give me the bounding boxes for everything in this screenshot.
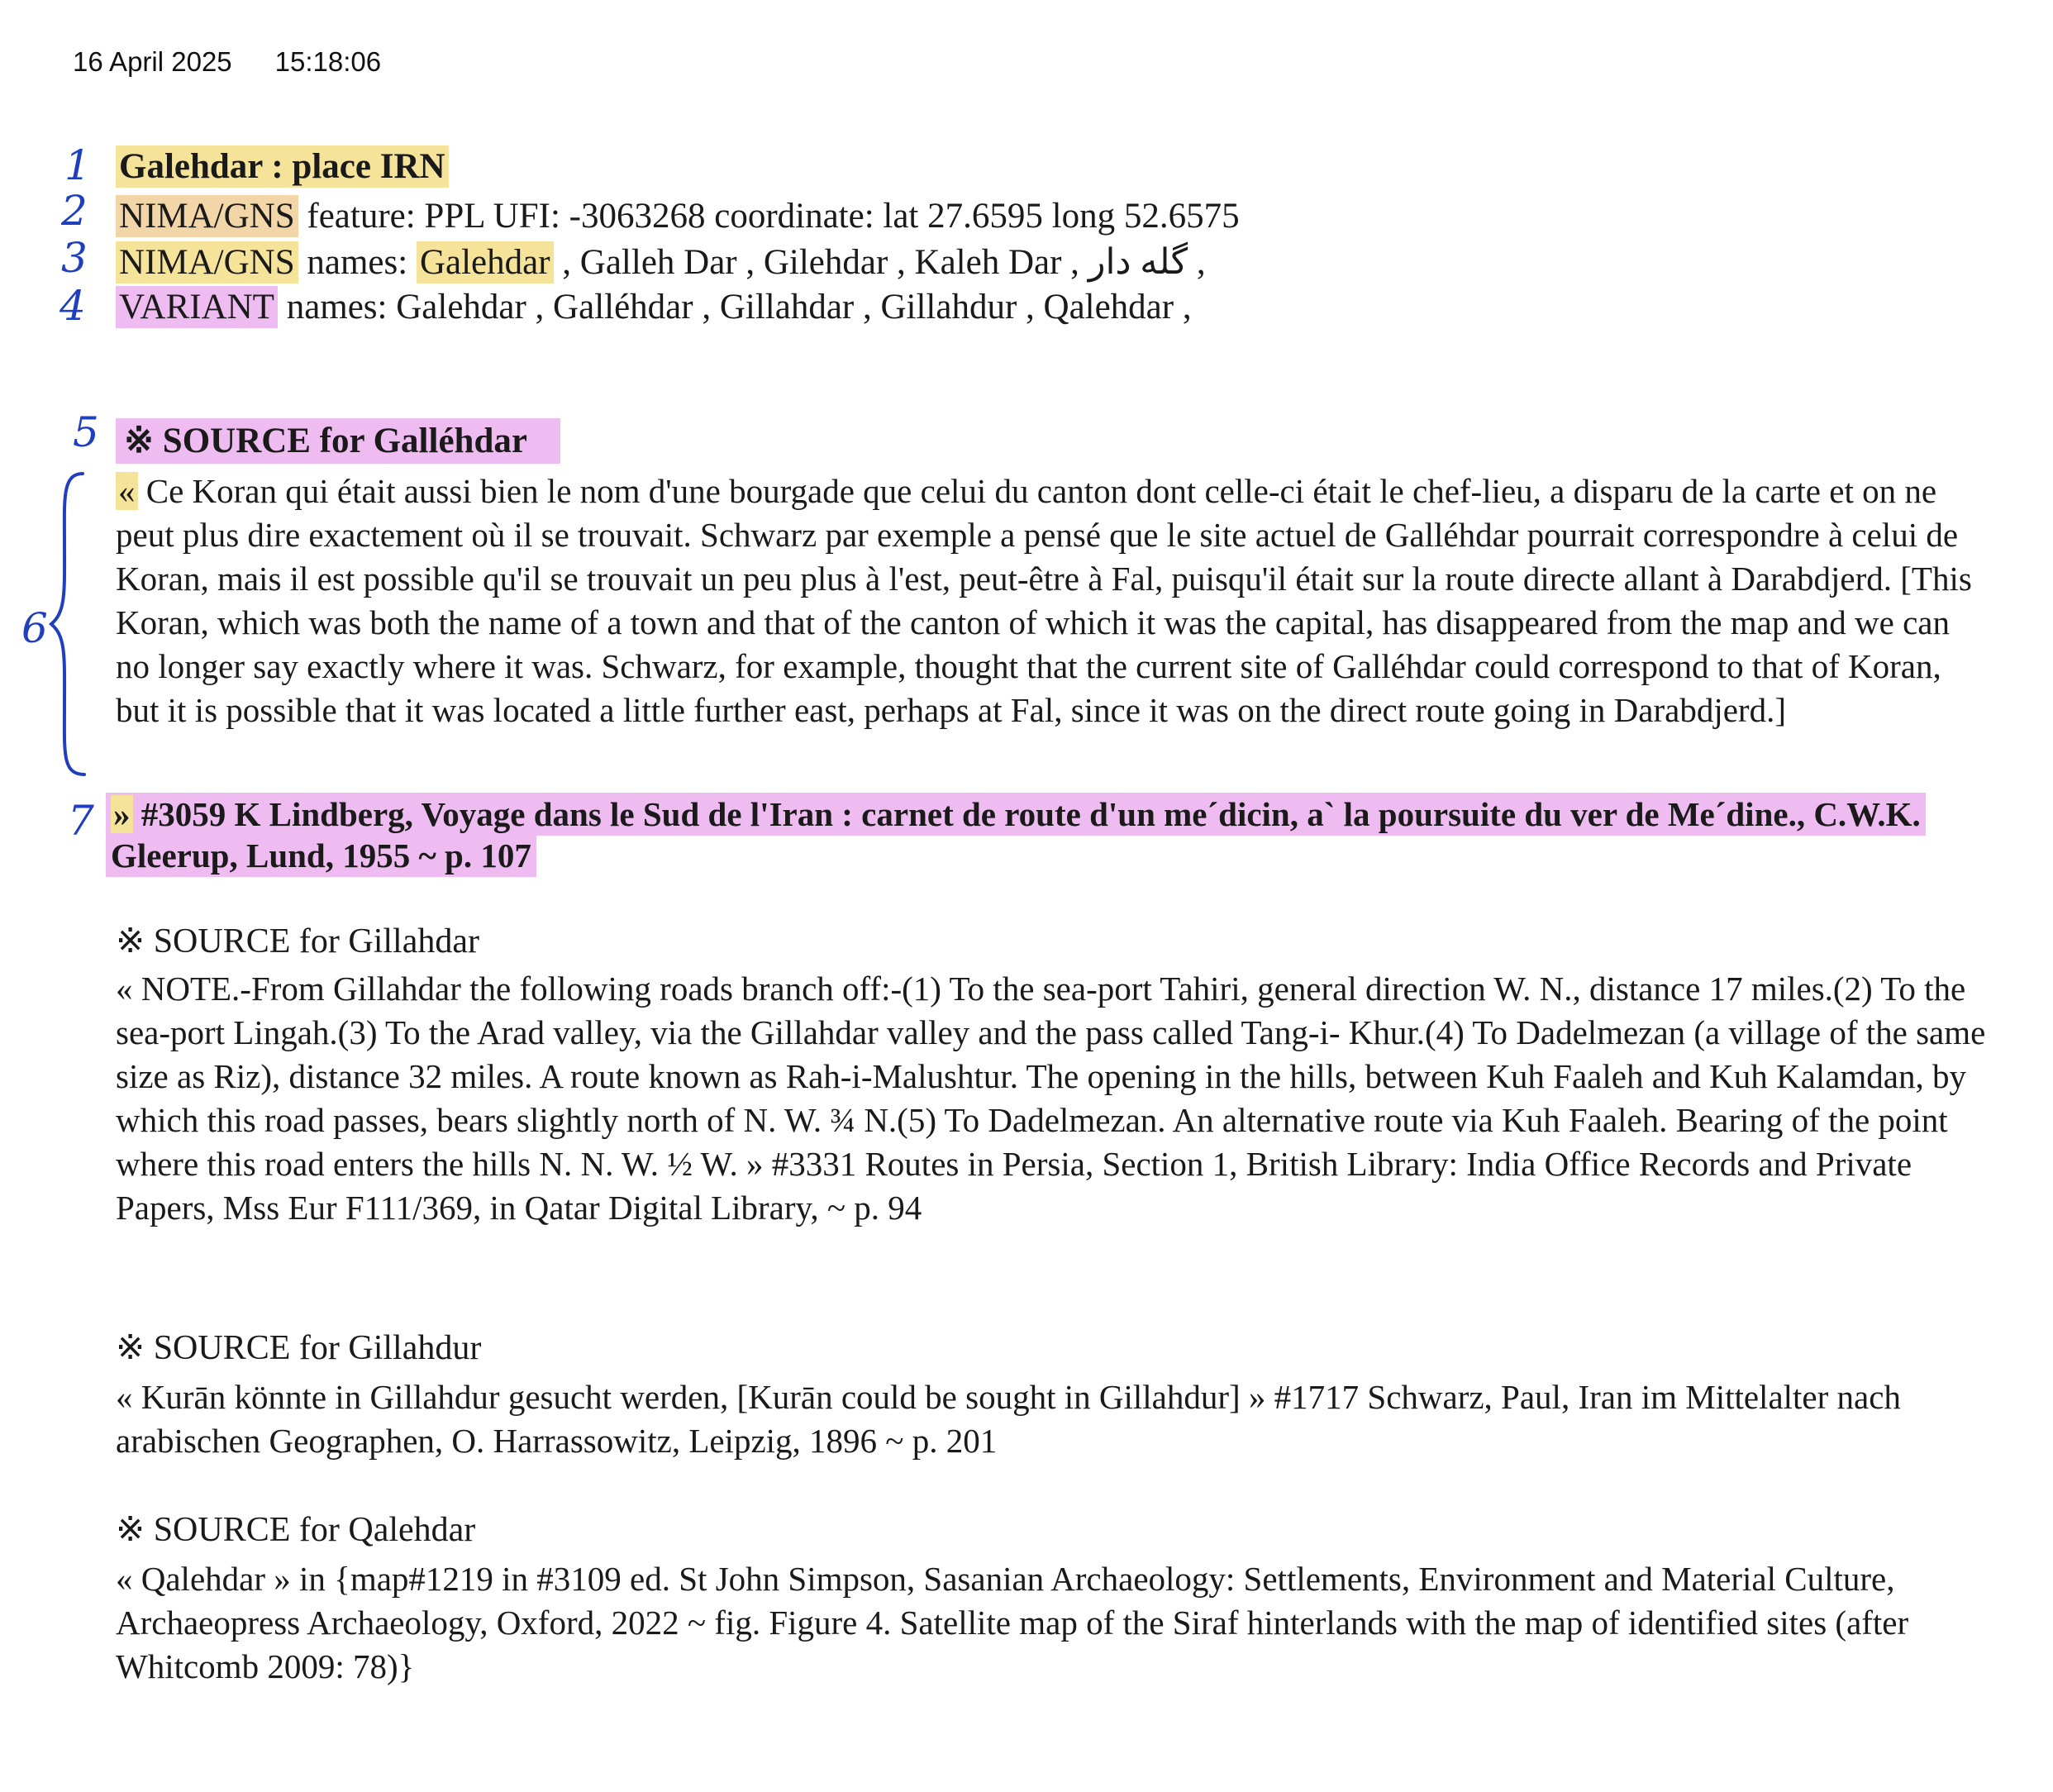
source-heading-gillahdur: ※ SOURCE for Gillahdur: [116, 1329, 482, 1367]
print-time: 15:18:06: [274, 46, 382, 77]
source-reference-galléhdar: [106, 794, 1949, 876]
margin-number-6: 6: [21, 604, 48, 652]
margin-number-3: 3: [61, 234, 88, 282]
close-quote-mark: »: [111, 795, 133, 833]
source-quote-galléhdar: [116, 469, 1992, 732]
names-rest: , Galleh Dar , Gilehdar , Kaleh Dar , گله دار ,: [553, 243, 1206, 282]
margin-number-2: 2: [61, 187, 88, 235]
feature-line: [116, 198, 1240, 234]
quote-text: Ce Koran qui était aussi bien le nom d'une bourgade que celui du canton dont celle-ci était le chef-lieu, a disparu de la carte et on ne peut plus dire exactement où il se trouvait. Schwarz par exemple a pensé que le site actuel de Galléhdar pourrait correspondre à celui de Koran, mais il est possible qu'il se trouvait un peu plus à l'est, peut-être à Fal, puisqu'il était sur la route directe allant à Darabdjerd. [This Koran, which was both the name of a town and that of the canton of which it was the capital, has disappeared from the map and we can no longer say exactly where it was. Schwarz, for example, thought that the current site of Galléhdar could correspond to that of Koran, but it is possible that it was located a little further east, perhaps at Fal, since it was on the direct route going in Darabdjerd.]: [116, 472, 1972, 729]
source-heading-galléhdar: ※ SOURCE for Galléhdar: [116, 423, 560, 459]
source-body-gillahdur: « Kurān könnte in Gillahdur gesucht werden, [Kurān could be sought in Gillahdur] » #1717 Schwarz, Paul, Iran im Mittelalter nach arabischen Geographen, O. Harrassowitz, Leipzig, 1896 ~ p. 201: [116, 1378, 1901, 1460]
margin-number-7: 7: [68, 797, 94, 845]
margin-number-5: 5: [73, 408, 99, 456]
print-timestamp: [73, 46, 381, 78]
names-label: names:: [298, 243, 417, 282]
print-date: 16 April 2025: [73, 46, 232, 77]
handwritten-brace: [33, 467, 91, 781]
source-heading-qalehdar: ※ SOURCE for Qalehdar: [116, 1511, 476, 1549]
source-body-gillahdar: « NOTE.-From Gillahdar the following roads branch off:-(1) To the sea-port Tahiri, general direction W. N., distance 17 miles.(2) To the sea-port Lingah.(3) To the Arad valley, via the Gillahdar valley and the pass called Tang-i- Khur.(4) To Dadelmezan (a village of the same size as Riz), distance 32 miles. A route known as Rah-i-Malushtur. The opening in the hills, between Kuh Faaleh and Kuh Kalamdan, by which this road passes, bears slightly north of N. W. ¾ N.(5) To Dadelmezan. An alternative route via Kuh Faaleh. Bearing of the point where this road enters the hills N. N. W. ½ W. » #3331 Routes in Persia, Section 1, British Library: India Office Records and Private Papers, Mss Eur F111/369, in Qatar Digital Library, ~ p. 94: [116, 970, 1986, 1227]
gns-label: NIMA/GNS: [116, 195, 298, 237]
place-title: [116, 149, 449, 184]
margin-number-1: 1: [64, 141, 91, 189]
gns-names-line: [116, 245, 1206, 280]
place-title-text: Galehdar : place IRN: [116, 145, 449, 188]
source-body-qalehdar: « Qalehdar » in {map#1219 in #3109 ed. St John Simpson, Sasanian Archaeology: Settlements, Environment and Material Culture, Archaeopress Archaeology, Oxford, 2022 ~ fig. Figure 4. Satellite map of the Siraf hinterlands with the map of identified sites (after Whitcomb 2009: 78)}: [116, 1560, 1909, 1685]
source-heading-gillahdar: ※ SOURCE for Gillahdar: [116, 922, 479, 960]
variant-names-line: [116, 289, 1192, 325]
margin-number-4: 4: [60, 282, 86, 330]
open-quote-mark: «: [116, 472, 138, 510]
variant-text: names: Galehdar , Galléhdar , Gillahdar , Gillahdur , Qalehdar ,: [277, 288, 1192, 326]
names-first: Galehdar: [417, 241, 554, 284]
variant-label: VARIANT: [116, 286, 278, 328]
feature-text: feature: PPL UFI: -3063268 coordinate: lat 27.6595 long 52.6575: [298, 197, 1240, 236]
reference-text: #3059 K Lindberg, Voyage dans le Sud de l'Iran : carnet de route d'un me´dicin, a` la poursuite du ver de Me´dine., C.W.K. Gleerup, Lund, 1955 ~ p. 107: [111, 795, 1921, 875]
gns-names-label: NIMA/GNS: [116, 241, 298, 284]
